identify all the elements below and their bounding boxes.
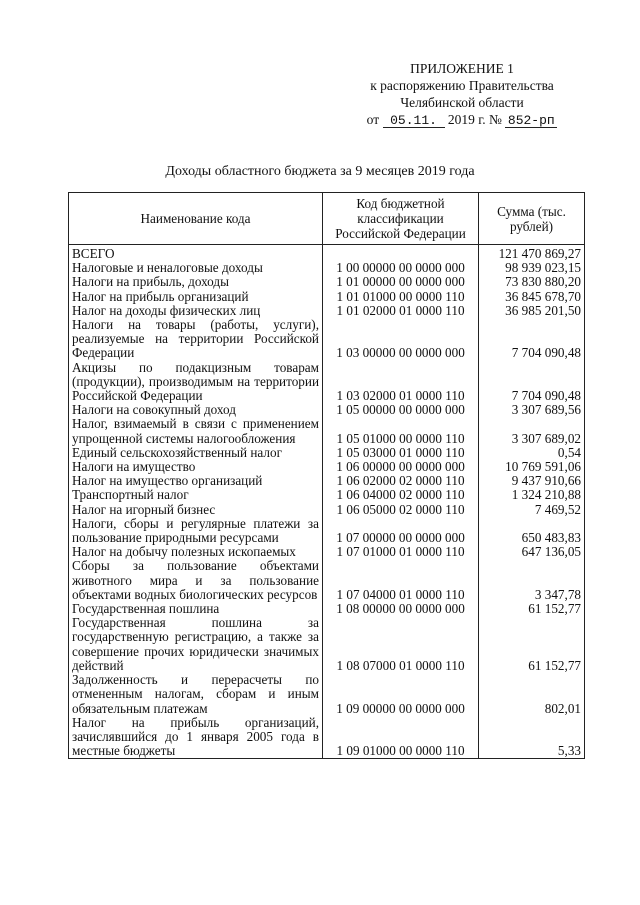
row-code: 1 01 00000 00 0000 000 [323,275,479,289]
table-row [69,488,585,502]
appendix-date: 05.11. [383,114,445,128]
table-row [69,403,585,417]
header-code: Код бюджетной классификации Российской Федерации [323,193,479,245]
header-name: Наименование кода [69,193,323,245]
row-name: Налог на прибыль организаций [69,290,323,304]
row-name: Налог на доходы физических лиц [69,304,323,318]
row-sum: 5,33 [479,716,585,759]
row-name: Государственная пошлина за государственную регистрацию, а также за совершение прочих юридически значимых действий [69,616,323,673]
table-row [69,290,585,304]
row-name: Налог, взимаемый в связи с применением упрощенной системы налогообложения [69,417,323,445]
table-row [69,275,585,289]
row-code [323,245,479,262]
row-name: Налоги на прибыль, доходы [69,275,323,289]
row-code: 1 06 05000 02 0000 110 [323,503,479,517]
row-code: 1 06 00000 00 0000 000 [323,460,479,474]
row-code: 1 01 01000 00 0000 110 [323,290,479,304]
row-code: 1 08 07000 01 0000 110 [323,616,479,673]
table-row [69,417,585,445]
table-row [69,245,585,262]
row-sum: 121 470 869,27 [479,245,585,262]
row-sum: 36 845 678,70 [479,290,585,304]
appendix-title: ПРИЛОЖЕНИЕ 1 [410,61,514,76]
row-sum: 3 307 689,56 [479,403,585,417]
row-name: Налоги на совокупный доход [69,403,323,417]
row-sum: 647 136,05 [479,545,585,559]
row-sum: 7 704 090,48 [479,318,585,361]
table-row [69,446,585,460]
table-row [69,474,585,488]
appendix-line-2: Челябинской области [400,95,524,110]
appendix-date-line [347,111,577,128]
revenue-table [68,192,585,759]
row-sum: 3 307 689,02 [479,417,585,445]
row-name: Акцизы по подакцизным товарам (продукции), производимым на территории Российской Федерации [69,361,323,404]
appendix-prefix: от [366,112,380,127]
row-sum: 36 985 201,50 [479,304,585,318]
row-name: Сборы за пользование объектами животного мира и за пользование объектами водных биологических ресурсов [69,559,323,602]
row-sum: 9 437 910,66 [479,474,585,488]
row-name: Налог на игорный бизнес [69,503,323,517]
table-row [69,503,585,517]
row-code: 1 05 00000 00 0000 000 [323,403,479,417]
row-sum: 650 483,83 [479,517,585,545]
row-code: 1 09 00000 00 0000 000 [323,673,479,716]
row-code: 1 06 02000 02 0000 110 [323,474,479,488]
row-sum: 1 324 210,88 [479,488,585,502]
row-sum: 61 152,77 [479,616,585,673]
table-row [69,616,585,673]
row-name: Налог на добычу полезных ископаемых [69,545,323,559]
document-title: Доходы областного бюджета за 9 месяцев 2019 года [165,164,475,179]
row-name: Налоговые и неналоговые доходы [69,261,323,275]
table-row [69,460,585,474]
row-code: 1 00 00000 00 0000 000 [323,261,479,275]
table-row [69,318,585,361]
table-row [69,673,585,716]
row-code: 1 01 02000 01 0000 110 [323,304,479,318]
appendix-number: 852-рп [505,114,557,128]
row-code: 1 06 04000 02 0000 110 [323,488,479,502]
row-code: 1 08 00000 00 0000 000 [323,602,479,616]
row-code: 1 05 01000 00 0000 110 [323,417,479,445]
table-row [69,304,585,318]
table-header-row [69,193,585,245]
row-code: 1 07 00000 00 0000 000 [323,517,479,545]
row-code: 1 07 01000 01 0000 110 [323,545,479,559]
header-sum: Сумма (тыс. рублей) [479,193,585,245]
row-name: Государственная пошлина [69,602,323,616]
table-row [69,517,585,545]
row-name: Налог на имущество организаций [69,474,323,488]
row-name: Налоги на имущество [69,460,323,474]
row-name: Задолженность и перерасчеты по отмененным налогам, сборам и иным обязательным платежам [69,673,323,716]
row-code: 1 05 03000 01 0000 110 [323,446,479,460]
row-name: ВСЕГО [69,245,323,262]
table-row [69,261,585,275]
appendix-line-1: к распоряжению Правительства [370,78,554,93]
table-row [69,545,585,559]
row-name: Транспортный налог [69,488,323,502]
row-sum: 98 939 023,15 [479,261,585,275]
row-sum: 3 347,78 [479,559,585,602]
table-row [69,559,585,602]
row-name: Налоги на товары (работы, услуги), реализуемые на территории Российской Федерации [69,318,323,361]
table-row [69,361,585,404]
row-code: 1 03 02000 01 0000 110 [323,361,479,404]
row-sum: 0,54 [479,446,585,460]
row-sum: 10 769 591,06 [479,460,585,474]
row-sum: 73 830 880,20 [479,275,585,289]
row-sum: 61 152,77 [479,602,585,616]
appendix-year: 2019 г. № [447,112,502,127]
row-sum: 7 704 090,48 [479,361,585,404]
row-sum: 7 469,52 [479,503,585,517]
table-row [69,716,585,759]
row-name: Налог на прибыль организаций, зачислявшийся до 1 января 2005 года в местные бюджеты [69,716,323,759]
row-code: 1 07 04000 01 0000 110 [323,559,479,602]
row-name: Налоги, сборы и регулярные платежи за пользование природными ресурсами [69,517,323,545]
row-sum: 802,01 [479,673,585,716]
row-code: 1 03 00000 00 0000 000 [323,318,479,361]
row-code: 1 09 01000 00 0000 110 [323,716,479,759]
table-row [69,602,585,616]
appendix-block [347,60,577,128]
row-name: Единый сельскохозяйственный налог [69,446,323,460]
